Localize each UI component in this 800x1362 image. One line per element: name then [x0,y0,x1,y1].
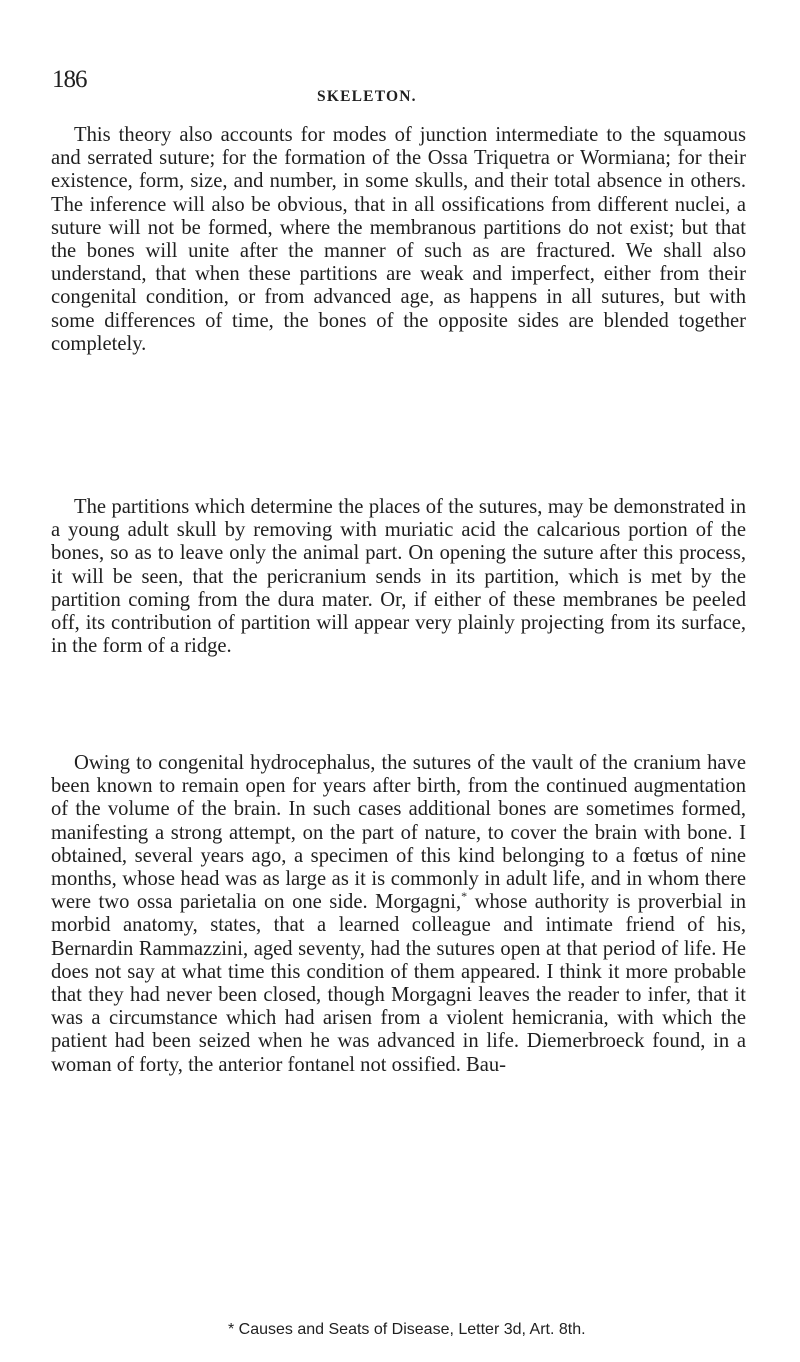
page-number: 186 [52,66,87,93]
body-paragraph-1: This theory also accounts for modes of junction intermediate to the squamous and serrated suture; for the formation of the Ossa Triquetra or Wormiana; for their existence, form, size, and number, in some skulls, and their total absence in others. The inference will also be obvious, that in all ossifications from different nuclei, a suture will not be formed, where the membranous partitions do not exist; but that the bones will unite after the manner of such as are fractured. We shall also understand, that when these partitions are weak and imperfect, either from their congenital condition, or from advanced age, as happens in all sutures, but with some differences of time, the bones of the opposite sides are blended together completely. [51,124,746,355]
footnote-marker: * [461,889,468,904]
footnote: * Causes and Seats of Disease, Letter 3d, Art. 8th. [228,1321,586,1338]
running-title: SKELETON. [317,88,417,105]
body-paragraph-2: The partitions which determine the places of the sutures, may be demonstrated in a young adult skull by removing with muriatic acid the calcarious portion of the bones, so as to leave only the animal part. On opening the suture after this process, it will be seen, that the pericranium sends in its partition, which is met by the partition coming from the dura mater. Or, if either of these membranes be peeled off, its contribution of partition will appear very plainly projecting from its surface, in the form of a ridge. [51,496,746,658]
paragraph-3-text-after-note: whose authority is proverbial in morbid anatomy, states, that a learned colleague and intimate friend of his, Bernardin Rammazzini, aged seventy, had the sutures open at that period of life. He does not say at what time this condition of them appeared. I think it more probable that they had never been closed, though Morgagni leaves the reader to infer, that it was a circumstance which had arisen from a violent hemicrania, with which the patient had been seized when he was advanced in life. Diemerbroeck found, in a woman of forty, the anterior fontanel not ossified. Bau- [51,891,746,1076]
body-paragraph-3 [51,752,746,1077]
paragraph-3-text-before-note: Owing to congenital hydrocephalus, the sutures of the vault of the cranium have been known to remain open for years after birth, from the continued augmentation of the volume of the brain. In such cases additional bones are sometimes formed, manifesting a strong attempt, on the part of nature, to cover the brain with bone. I obtained, several years ago, a specimen of this kind belonging to a fœtus of nine months, whose head was as large as it is commonly in adult life, and in whom there were two ossa parietalia on one side. Morgagni, [51,752,746,914]
